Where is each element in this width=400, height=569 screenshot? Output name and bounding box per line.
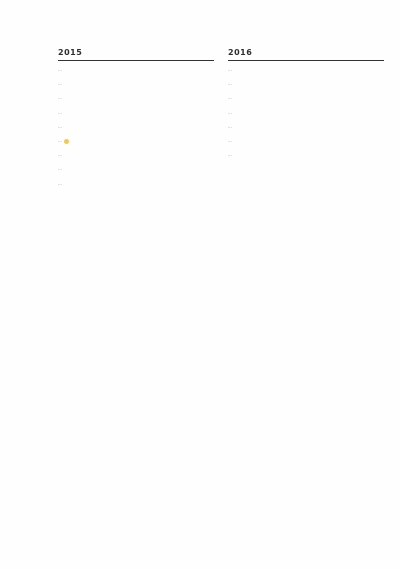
paragraph: … [228, 109, 232, 115]
paragraph: … [58, 109, 62, 115]
paragraph: … [58, 81, 62, 87]
year-heading-2016: 2016 [228, 48, 384, 61]
smiley-icon [64, 139, 69, 144]
paragraph: … [58, 152, 62, 158]
paragraph-text: … [58, 138, 62, 144]
paragraph: … [228, 123, 232, 129]
paragraph [58, 138, 214, 144]
paragraph: … [228, 81, 232, 87]
paragraph: … [228, 67, 232, 72]
paragraph: … [228, 152, 232, 158]
paragraph: … [58, 123, 62, 129]
paragraph: … [58, 180, 62, 186]
paragraph: … [58, 166, 62, 172]
year-heading-2015: 2015 [58, 48, 214, 61]
paragraph: … [228, 95, 232, 101]
right-column [228, 48, 384, 555]
paragraph: … [58, 67, 62, 72]
two-column-layout [58, 48, 384, 555]
paragraph: … [58, 95, 62, 101]
left-column [58, 48, 214, 555]
paragraph: … [228, 138, 232, 144]
